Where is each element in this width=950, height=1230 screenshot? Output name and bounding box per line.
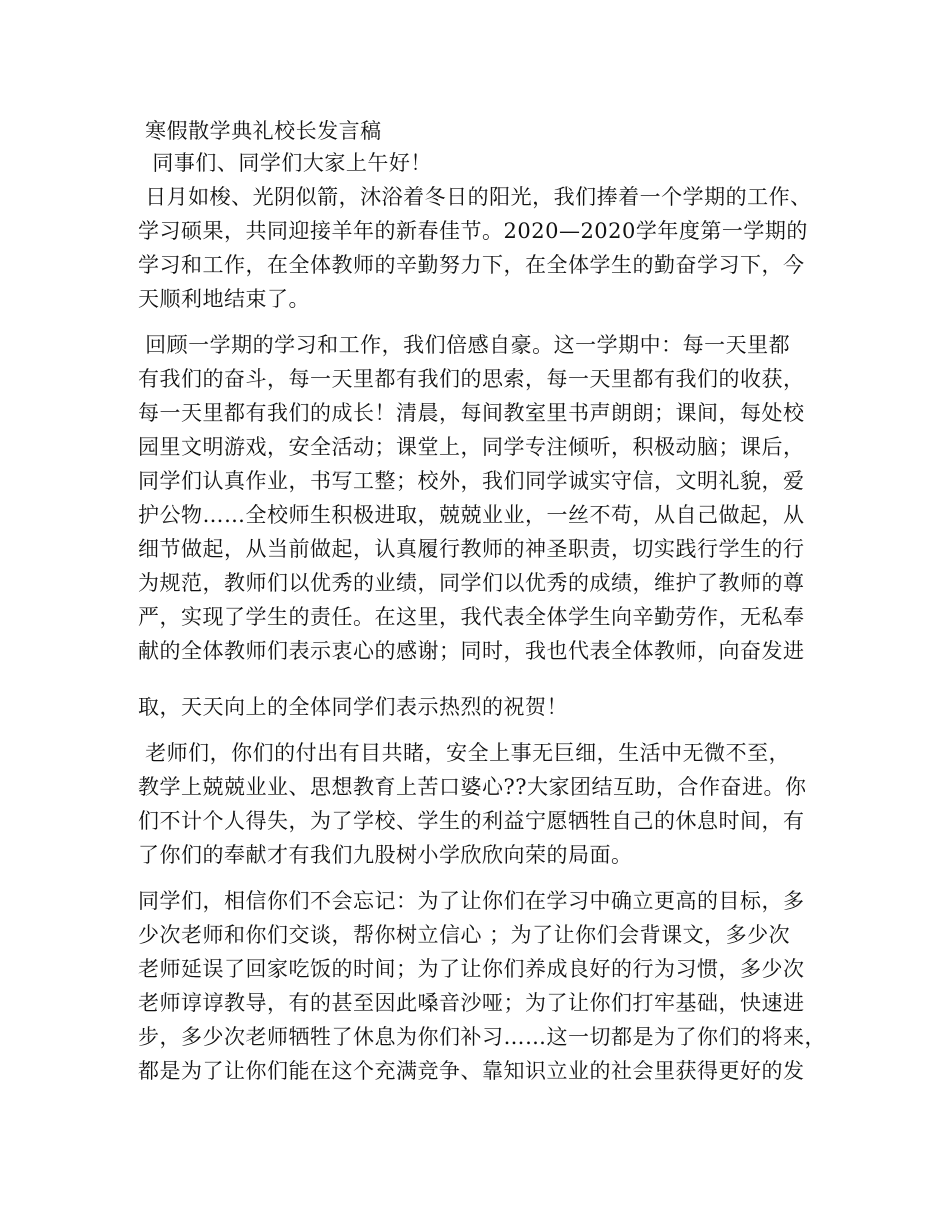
text-line: 细节做起，从当前做起，认真履行教师的神圣职责，切实践行学生的行 <box>138 537 805 561</box>
text-line: 护公物……全校师生积极进取，兢兢业业，一丝不苟，从自己做起，从 <box>138 503 805 527</box>
text-line: 都是为了让你们能在这个充满竞争、靠知识立业的社会里获得更好的发 <box>138 1059 805 1083</box>
text-line: 日月如梭、光阴似箭，沐浴着冬日的阳光，我们捧着一个学期的工作、 <box>138 185 812 209</box>
document-title: 寒假散学典礼校长发言稿 <box>138 119 382 143</box>
text-line: 老师延误了回家吃饭的时间；为了让你们养成良好的行为习惯，多少次 <box>138 957 805 981</box>
text-line: 学习和工作，在全体教师的辛勤努力下，在全体学生的勤奋学习下，今 <box>138 253 805 277</box>
text-line: 老师谆谆教导，有的甚至因此嗓音沙哑；为了让你们打牢基础，快速进 <box>138 991 805 1015</box>
text-line: 严，实现了学生的责任。在这里，我代表全体学生向辛勤劳作，无私奉 <box>138 605 805 629</box>
text-line: 为规范，教师们以优秀的业绩，同学们以优秀的成绩，维护了教师的尊 <box>138 571 805 595</box>
text-line: 们不计个人得失，为了学校、学生的利益宁愿牺牲自己的休息时间，有 <box>138 809 805 833</box>
text-line: 同学们认真作业，书写工整；校外，我们同学诚实守信，文明礼貌，爱 <box>138 469 805 493</box>
text-line: 老师们，你们的付出有目共睹，安全上事无巨细，生活中无微不至， <box>138 741 791 765</box>
text-line: 献的全体教师们表示衷心的感谢；同时，我也代表全体教师，向奋发进 <box>138 639 805 663</box>
text-line: 每一天里都有我们的成长！清晨，每间教室里书声朗朗；课间，每处校 <box>138 401 805 425</box>
text-line: 天顺利地结束了。 <box>138 287 310 311</box>
text-line: 取，天天向上的全体同学们表示热烈的祝贺！ <box>138 695 568 719</box>
text-line: 教学上兢兢业业、思想教育上苦口婆心??大家团结互助，合作奋进。你 <box>138 775 807 799</box>
text-line: 园里文明游戏，安全活动；课堂上，同学专注倾听，积极动脑；课后， <box>138 435 805 459</box>
text-line: 有我们的奋斗，每一天里都有我们的思索，每一天里都有我们的收获， <box>138 367 805 391</box>
text-line: 学习硕果，共同迎接羊年的新春佳节。2020—2020学年度第一学期的 <box>138 219 808 243</box>
text-line: 同事们、同学们大家上午好！ <box>138 151 432 175</box>
text-line: 回顾一学期的学习和工作，我们倍感自豪。这一学期中：每一天里都 <box>138 333 791 357</box>
text-line: 步，多少次老师牺牲了休息为你们补习……这一切都是为了你们的将来， <box>138 1025 826 1049</box>
text-line: 了你们的奉献才有我们九股树小学欣欣向荣的局面。 <box>138 843 633 867</box>
text-line: 少次老师和你们交谈，帮你树立信心 ；为了让你们会背课文，多少次 <box>138 923 791 947</box>
text-line: 同学们，相信你们不会忘记：为了让你们在学习中确立更高的目标，多 <box>138 889 805 913</box>
